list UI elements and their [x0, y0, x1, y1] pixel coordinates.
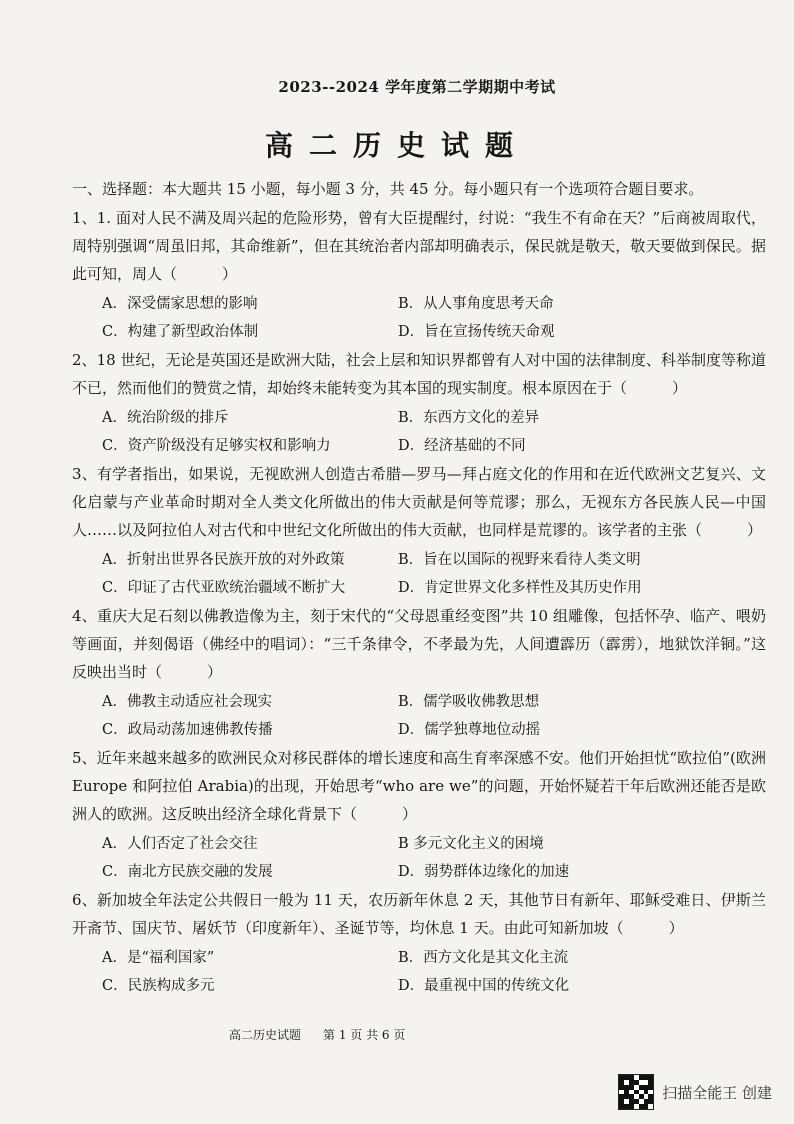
scanner-watermark [618, 1074, 772, 1110]
option-b: B．儒学吸收佛教思想 [398, 694, 540, 710]
question-stem: 1、1. 面对人民不满及周兴起的危险形势，曾有大臣提醒纣，纣说：“我生不有命在天？”后商被周取代，周特别强调“周虽旧邦，其命维新”，但在其统治者内部却明确表示，保民就是敬天，敬天要做到保民。据此可知，周人（ ） [72, 209, 766, 283]
option-c: C．政局动荡加速佛教传播 [102, 722, 273, 738]
options-group [102, 290, 766, 346]
question-1 [72, 204, 766, 346]
option-b: B．东西方文化的差异 [398, 410, 540, 426]
option-d: D．旨在宣扬传统天命观 [398, 324, 555, 340]
option-c: C．民族构成多元 [102, 978, 215, 994]
footer-pagination: 第 1 页 共 6 页 [323, 1028, 406, 1042]
question-stem: 6、新加坡全年法定公共假日一般为 11 天，农历新年休息 2 天，其他节日有新年、耶稣受难日、伊斯兰开斋节、国庆节、屠妖节（印度新年）、圣诞节等，均休息 1 天。由此可知新加坡（ ） [72, 891, 766, 937]
exam-header: 2023--2024 学年度第二学期期中考试 [278, 78, 556, 96]
option-a: A．是“福利国家” [102, 950, 215, 966]
options-group [102, 404, 766, 460]
qr-code-icon [618, 1074, 654, 1110]
options-group [102, 944, 766, 1000]
option-c: C．资产阶级没有足够实权和影响力 [102, 438, 331, 454]
question-3 [72, 460, 766, 602]
option-c: C．南北方民族交融的发展 [102, 864, 273, 880]
option-b: B 多元文化主义的困境 [398, 836, 544, 852]
question-4 [72, 602, 766, 744]
options-group [102, 830, 766, 886]
option-a: A．统治阶级的排斥 [102, 410, 229, 426]
page-title: 高二历史试题 [264, 129, 529, 162]
question-stem: 2、18 世纪，无论是英国还是欧洲大陆，社会上层和知识界都曾有人对中国的法律制度、科举制度等称道不已，然而他们的赞赏之情，却始终未能转变为其本国的现实制度。根本原因在于（ ） [72, 351, 766, 397]
question-2 [72, 346, 766, 460]
options-group [102, 546, 766, 602]
option-b: B．从人事角度思考天命 [398, 296, 554, 312]
question-section [72, 176, 766, 1000]
option-d: D．弱势群体边缘化的加速 [398, 864, 570, 880]
options-group [102, 688, 766, 744]
option-a: A．人们否定了社会交往 [102, 836, 258, 852]
option-a: A．深受儒家思想的影响 [102, 296, 258, 312]
option-d: D．肯定世界文化多样性及其历史作用 [398, 580, 642, 596]
question-5 [72, 744, 766, 886]
option-d: D．儒学独尊地位动摇 [398, 722, 541, 738]
page-footer [229, 1026, 405, 1043]
question-6 [72, 886, 766, 1000]
option-d: D．最重视中国的传统文化 [398, 978, 570, 994]
section-instructions: 一、选择题：本大题共 15 小题，每小题 3 分，共 45 分。每小题只有一个选项符合题目要求。 [72, 180, 704, 198]
option-c: C．构建了新型政治体制 [102, 324, 259, 340]
option-c: C．印证了古代亚欧统治疆域不断扩大 [102, 580, 346, 596]
question-stem: 3、有学者指出，如果说，无视欧洲人创造古希腊—罗马—拜占庭文化的作用和在近代欧洲文艺复兴、文化启蒙与产业革命时期对全人类文化所做出的伟大贡献是何等荒谬；那么，无视东方各民族人民—中国人……以及阿拉伯人对古代和中世纪文化所做出的伟大贡献，也同样是荒谬的。该学者的主张（ ） [72, 465, 766, 539]
question-stem: 5、近年来越来越多的欧洲民众对移民群体的增长速度和高生育率深感不安。他们开始担忧“欧拉伯”(欧洲 Europe 和阿拉伯 Arabia)的出现，开始思考“who are we”的问题，开始怀疑若干年后欧洲还能否是欧洲人的欧洲。这反映出经济全球化背景下（ ） [72, 749, 766, 823]
option-a: A．佛教主动适应社会现实 [102, 694, 272, 710]
option-d: D．经济基础的不同 [398, 438, 526, 454]
watermark-text: 扫描全能王 创建 [662, 1083, 772, 1102]
option-a: A．折射出世界各民族开放的对外政策 [102, 552, 345, 568]
question-stem: 4、重庆大足石刻以佛教造像为主，刻于宋代的“父母恩重经变图”共 10 组雕像，包括怀孕、临产、喂奶等画面，并刻偈语（佛经中的唱词）：“三千条律令，不孝最为先，人间遭霹历（霹雳），地狱饮洋铜。”这反映出当时（ ） [72, 607, 766, 681]
option-b: B．西方文化是其文化主流 [398, 950, 569, 966]
option-b: B．旨在以国际的视野来看待人类文明 [398, 552, 641, 568]
footer-subject: 高二历史试题 [229, 1028, 302, 1042]
